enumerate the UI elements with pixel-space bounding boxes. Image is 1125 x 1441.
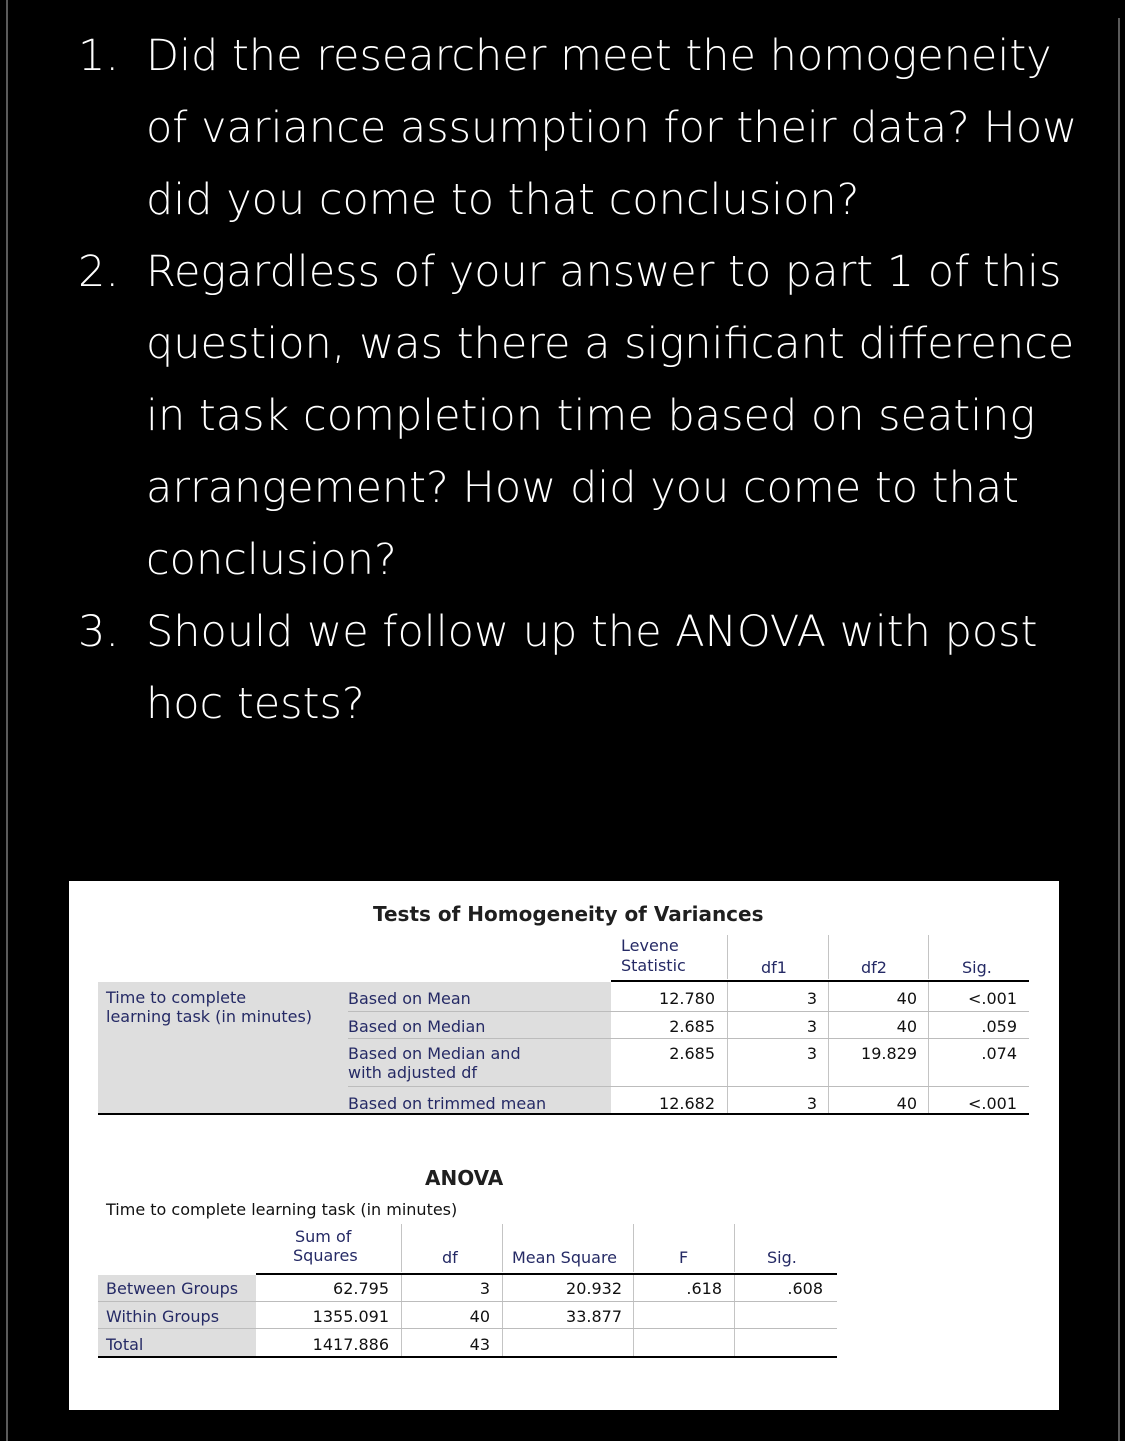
column-separator [633,1224,634,1272]
column-separator [734,1275,735,1357]
column-separator [502,1224,503,1272]
levene-row-label: Based on trimmed mean [348,1094,547,1113]
sig-cell: <.001 [967,989,1017,1008]
question-number: 2. [78,247,120,297]
anova-table-title: ANOVA [425,1166,504,1190]
column-separator [928,982,929,1114]
levene-variable-label: Time to complete [106,988,247,1007]
df2-cell: 40 [896,989,917,1008]
anova-df-cell: 43 [469,1335,490,1354]
row-rule [98,1328,837,1329]
question-text-line: Should we follow up the ANOVA with post [146,607,1038,657]
anova-sig-cell: .608 [787,1279,823,1298]
df2-cell: 40 [896,1094,917,1113]
question-text-line: arrangement? How did you come to that [146,463,1019,513]
question-text-line: conclusion? [146,535,397,585]
anova-row-label: Between Groups [106,1279,239,1298]
df1-cell: 3 [806,1017,817,1036]
mean-square-header: Mean Square [512,1248,618,1267]
levene-table-title: Tests of Homogeneity of Variances [373,902,764,926]
levene-statistic-header: Levene [621,936,679,955]
sum-of-squares-header: Sum of [295,1227,352,1246]
row-rule [348,1086,1029,1087]
anova-row-label: Total [106,1335,144,1354]
anova-subtitle: Time to complete learning task (in minutes) [106,1200,458,1219]
anova-df-cell: 3 [479,1279,490,1298]
question-text-line: question, was there a significant difference [146,319,1075,369]
levene-header-rule [611,980,1029,982]
column-separator [734,1224,735,1272]
question-3 [0,596,1110,740]
column-separator [727,982,728,1114]
anova-row-label: Within Groups [106,1307,220,1326]
levene-row-label: Based on Mean [348,989,471,1008]
question-number: 3. [78,607,120,657]
levene-statistic-header-2: Statistic [621,956,686,975]
df2-cell: 19.829 [861,1044,917,1063]
f-header: F [679,1248,689,1267]
row-rule [348,1038,1029,1039]
mean-square-cell: 33.877 [566,1307,622,1326]
df1-header: df1 [761,958,787,977]
sig-cell: <.001 [967,1094,1017,1113]
column-separator [401,1224,402,1272]
column-separator [928,935,929,979]
levene-statistic-cell: 2.685 [669,1017,715,1036]
question-text-line: in task completion time based on seating [146,391,1036,441]
column-separator [401,1275,402,1357]
anova-header-rule [256,1273,837,1275]
levene-row-label: Based on Median and [348,1044,521,1063]
sum-of-squares-cell: 62.795 [333,1279,389,1298]
sum-of-squares-cell: 1417.886 [312,1335,389,1354]
anova-sig-header: Sig. [767,1248,797,1267]
levene-bottom-rule [98,1113,1029,1115]
df1-cell: 3 [806,1044,817,1063]
question-number: 1. [78,31,120,81]
question-text-line: did you come to that conclusion? [146,175,860,225]
question-2 [0,236,1110,596]
sig-cell: .074 [981,1044,1017,1063]
right-border [1118,18,1120,1441]
row-rule [348,1011,1029,1012]
column-separator [828,935,829,979]
question-text-line: Did the researcher meet the homogeneity [146,31,1052,81]
column-separator [828,982,829,1114]
levene-row-label-2: with adjusted df [348,1063,478,1082]
question-list [0,20,1110,740]
f-cell: .618 [686,1279,722,1298]
anova-df-cell: 40 [469,1307,490,1326]
levene-row-label: Based on Median [348,1017,486,1036]
question-text-line: hoc tests? [146,679,365,729]
sum-of-squares-header-2: Squares [293,1246,358,1265]
anova-bottom-rule [98,1356,837,1358]
column-separator [502,1275,503,1357]
sum-of-squares-cell: 1355.091 [312,1307,389,1326]
mean-square-cell: 20.932 [566,1279,622,1298]
row-rule [98,1301,837,1302]
sig-cell: .059 [981,1017,1017,1036]
levene-statistic-cell: 2.685 [669,1044,715,1063]
column-separator [727,935,728,979]
column-separator [633,1275,634,1357]
question-text-line: of variance assumption for their data? How [146,103,1078,153]
levene-variable-label-2: learning task (in minutes) [106,1007,313,1026]
df2-cell: 40 [896,1017,917,1036]
anova-df-header: df [442,1248,458,1267]
question-1 [0,20,1110,236]
levene-statistic-cell: 12.780 [659,989,715,1008]
levene-statistic-cell: 12.682 [659,1094,715,1113]
spss-output-panel [69,881,1059,1410]
df2-header: df2 [861,958,887,977]
question-text-line: Regardless of your answer to part 1 of this [146,247,1062,297]
df1-cell: 3 [806,989,817,1008]
df1-cell: 3 [806,1094,817,1113]
sig-header: Sig. [962,958,992,977]
